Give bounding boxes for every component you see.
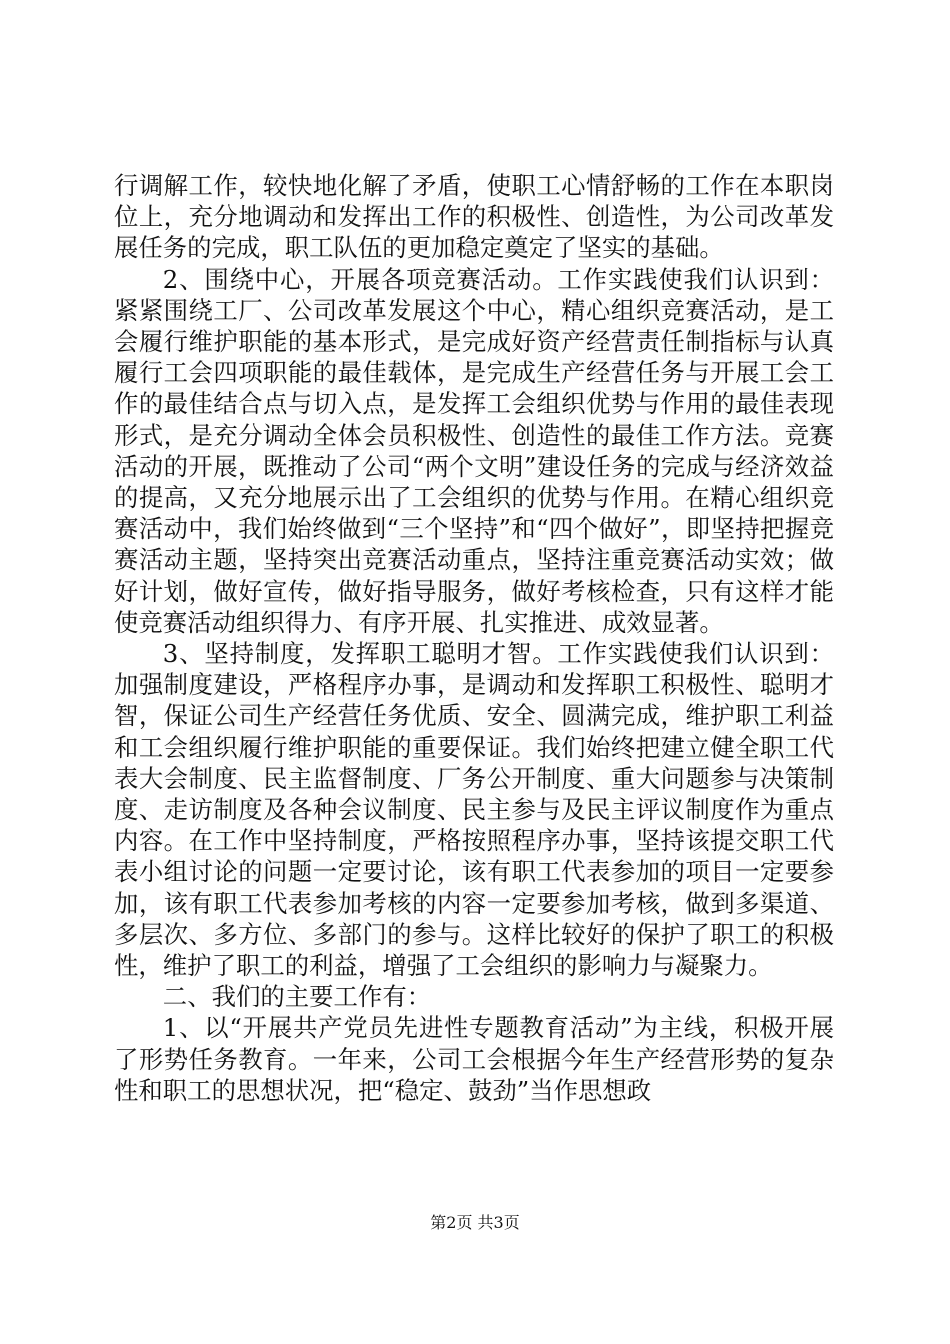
section-heading-main-work: 二、我们的主要工作有： xyxy=(162,982,432,1012)
paragraph-competition: 2、围绕中心，开展各项竞赛活动。工作实践使我们认识到：紧紧围绕工厂、公司改革发展这个中心，精心组织竞赛活动，是工会履行维护职能的基本形式，是完成好资产经营责任制指标与认真履行工会四项职能的最佳载体，是完成生产经营任务与开展工会工作的最佳结合点与切入点，是发挥工会组织优势与作用的最佳表现形式，是充分调动全体会员积极性、创造性的最佳工作方法。竞赛活动的开展，既推动了公司“两个文明”建设任务的完成与经济效益的提高，又充分地展示出了工会组织的优势与作用。在精心组织竞赛活动中，我们始终做到“三个坚持”和“四个做好”，即坚持把握竞赛活动主题，坚持突出竞赛活动重点，坚持注重竞赛活动实效；做好计划，做好宣传，做好指导服务，做好考核检查，只有这样才能使竞赛活动组织得力、有序开展、扎实推进、成效显著。 xyxy=(114,264,834,637)
document-body xyxy=(114,170,834,1106)
paragraph-education: 1、以“开展共产党员先进性专题教育活动”为主线，积极开展了形势任务教育。一年来，公司工会根据今年生产经营形势的复杂性和职工的思想状况，把“稳定、鼓劲”当作思想政 xyxy=(114,1013,834,1105)
paragraph-continuation: 行调解工作，较快地化解了矛盾，使职工心情舒畅的工作在本职岗位上，充分地调动和发挥出工作的积极性、创造性，为公司改革发展任务的完成，职工队伍的更加稳定奠定了坚实的基础。 xyxy=(114,171,834,263)
page-number-footer: 第2页 共3页 xyxy=(430,1213,520,1232)
paragraph-system: 3、坚持制度，发挥职工聪明才智。工作实践使我们认识到：加强制度建设，严格程序办事，是调动和发挥职工积极性、聪明才智，保证公司生产经营任务优质、安全、圆满完成，维护职工利益和工会组织履行维护职能的重要保证。我们始终把建立健全职工代表大会制度、民主监督制度、厂务公开制度、重大问题参与决策制度、走访制度及各种会议制度、民主参与及民主评议制度作为重点内容。在工作中坚持制度，严格按照程序办事，坚持该提交职工代表小组讨论的问题一定要讨论，该有职工代表参加的项目一定要参加，该有职工代表参加考核的内容一定要参加考核，做到多渠道、多层次、多方位、多部门的参与。这样比较好的保护了职工的积极性，维护了职工的利益，增强了工会组织的影响力与凝聚力。 xyxy=(114,639,834,981)
